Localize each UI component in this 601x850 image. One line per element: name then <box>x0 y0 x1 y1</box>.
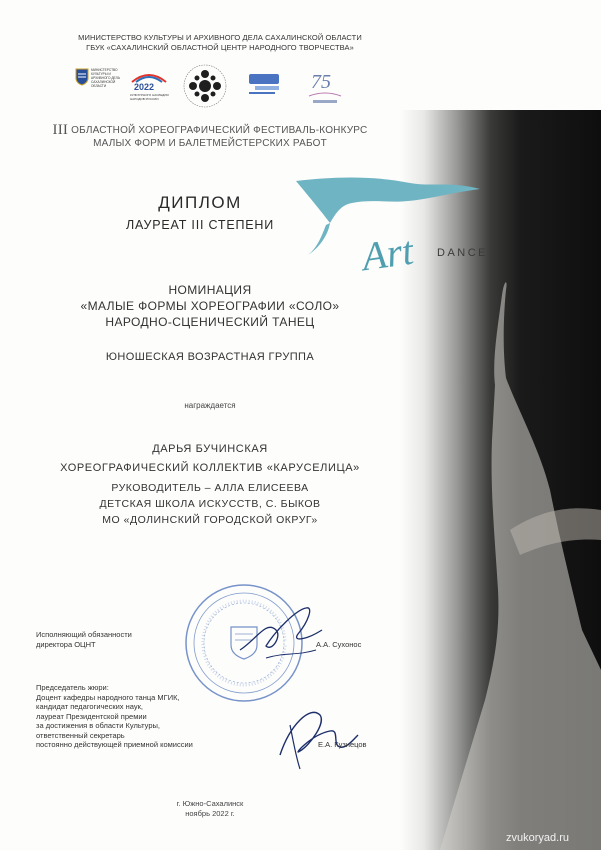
footer-place-date <box>110 799 310 819</box>
logo-2-caption: КУЛЬТУРНОГО НАСЛЕДИЯ НАРОДОВ РОССИИ <box>130 93 169 101</box>
anniversary-75-logo <box>305 66 345 108</box>
recipient-name: ДАРЬЯ БУЧИНСКАЯ <box>152 443 268 455</box>
ministry-header <box>0 33 440 53</box>
jury-name: Е.А. Кузнецов <box>318 740 367 749</box>
footer-date: ноябрь 2022 г. <box>185 809 235 818</box>
nomination-label: НОМИНАЦИЯ <box>168 283 252 297</box>
recipient-collective: ХОРЕОГРАФИЧЕСКИЙ КОЛЛЕКТИВ «КАРУСЕЛИЦА» <box>60 462 360 474</box>
festival-roman: III <box>52 122 69 138</box>
footer-city: г. Южно-Сахалинск <box>176 799 244 808</box>
jury-line-7: постоянно действующей приемной комиссии <box>36 740 193 749</box>
nomination-block <box>20 282 400 330</box>
partner-logos <box>75 62 375 110</box>
ministry-line-2: ГБУК «САХАЛИНСКИЙ ОБЛАСТНОЙ ЦЕНТР НАРОДНОГО ТВОРЧЕСТВА» <box>86 43 354 52</box>
jury-title <box>36 683 193 750</box>
recipient-district: МО «ДОЛИНСКИЙ ГОРОДСКОЙ ОКРУГ» <box>102 514 318 526</box>
logo-1-caption: МИНИСТЕРСТВО КУЛЬТУРЫ И АРХИВНОГО ДЕЛА САХАЛИНСКОЙ ОБЛАСТИ <box>91 68 120 88</box>
director-signature <box>236 600 326 670</box>
jury-line-2: Доцент кафедры народного танца МГИК, <box>36 692 180 702</box>
diploma-degree: ЛАУРЕАТ III СТЕПЕНИ <box>125 218 275 232</box>
age-group: ЮНОШЕСКАЯ ВОЗРАСТНАЯ ГРУППА <box>105 351 315 363</box>
recipient-leader: РУКОВОДИТЕЛЬ – АЛЛА ЕЛИСЕЕВА <box>111 482 309 494</box>
festival-line-1: ОБЛАСТНОЙ ХОРЕОГРАФИЧЕСКИЙ ФЕСТИВАЛЬ-КОНКУРС <box>71 125 368 136</box>
art-script-text: Art <box>359 227 417 280</box>
dance-word: DANCE <box>437 247 489 259</box>
ministry-line-1: МИНИСТЕРСТВО КУЛЬТУРЫ И АРХИВНОГО ДЕЛА САХАЛИНСКОЙ ОБЛАСТИ <box>78 33 362 42</box>
svg-text:75: 75 <box>311 71 331 93</box>
director-line-1: Исполняющий обязанности <box>36 630 132 639</box>
site-watermark: zvukoryad.ru <box>506 832 569 844</box>
heritage-year-logo <box>130 68 172 104</box>
awarded-label: награждается <box>184 401 236 410</box>
jury-signature <box>270 695 360 775</box>
director-name: А.А. Сухонос <box>316 640 362 649</box>
jury-line-4: лауреат Президентской премии <box>36 711 147 721</box>
nomination-category: «МАЛЫЕ ФОРМЫ ХОРЕОГРАФИИ «СОЛО» <box>80 299 340 313</box>
festival-title <box>0 124 420 150</box>
director-line-2: директора ОЦНТ <box>36 639 96 649</box>
diploma-title: ДИПЛОМ <box>158 193 242 212</box>
recipient-block <box>20 440 400 478</box>
folk-ornament-logo <box>181 62 229 110</box>
jury-line-3: кандидат педагогических наук, <box>36 702 143 711</box>
jury-line-5: за достижения в области Культуры, <box>36 721 160 730</box>
director-title <box>36 630 132 649</box>
sakhalin-coat-of-arms-logo <box>75 68 121 104</box>
folk-center-logo <box>247 70 283 102</box>
nomination-style: НАРОДНО-СЦЕНИЧЕСКИЙ ТАНЕЦ <box>105 315 315 329</box>
recipient-school: ДЕТСКАЯ ШКОЛА ИСКУССТВ, С. БЫКОВ <box>99 498 321 510</box>
recipient-details <box>20 480 400 528</box>
jury-line-1: Председатель жюри: <box>36 683 109 692</box>
jury-line-6: ответственный секретарь <box>36 730 125 740</box>
logo-2-year: 2022 <box>134 82 155 92</box>
festival-line-2: МАЛЫХ ФОРМ И БАЛЕТМЕЙСТЕРСКИХ РАБОТ <box>93 138 327 149</box>
